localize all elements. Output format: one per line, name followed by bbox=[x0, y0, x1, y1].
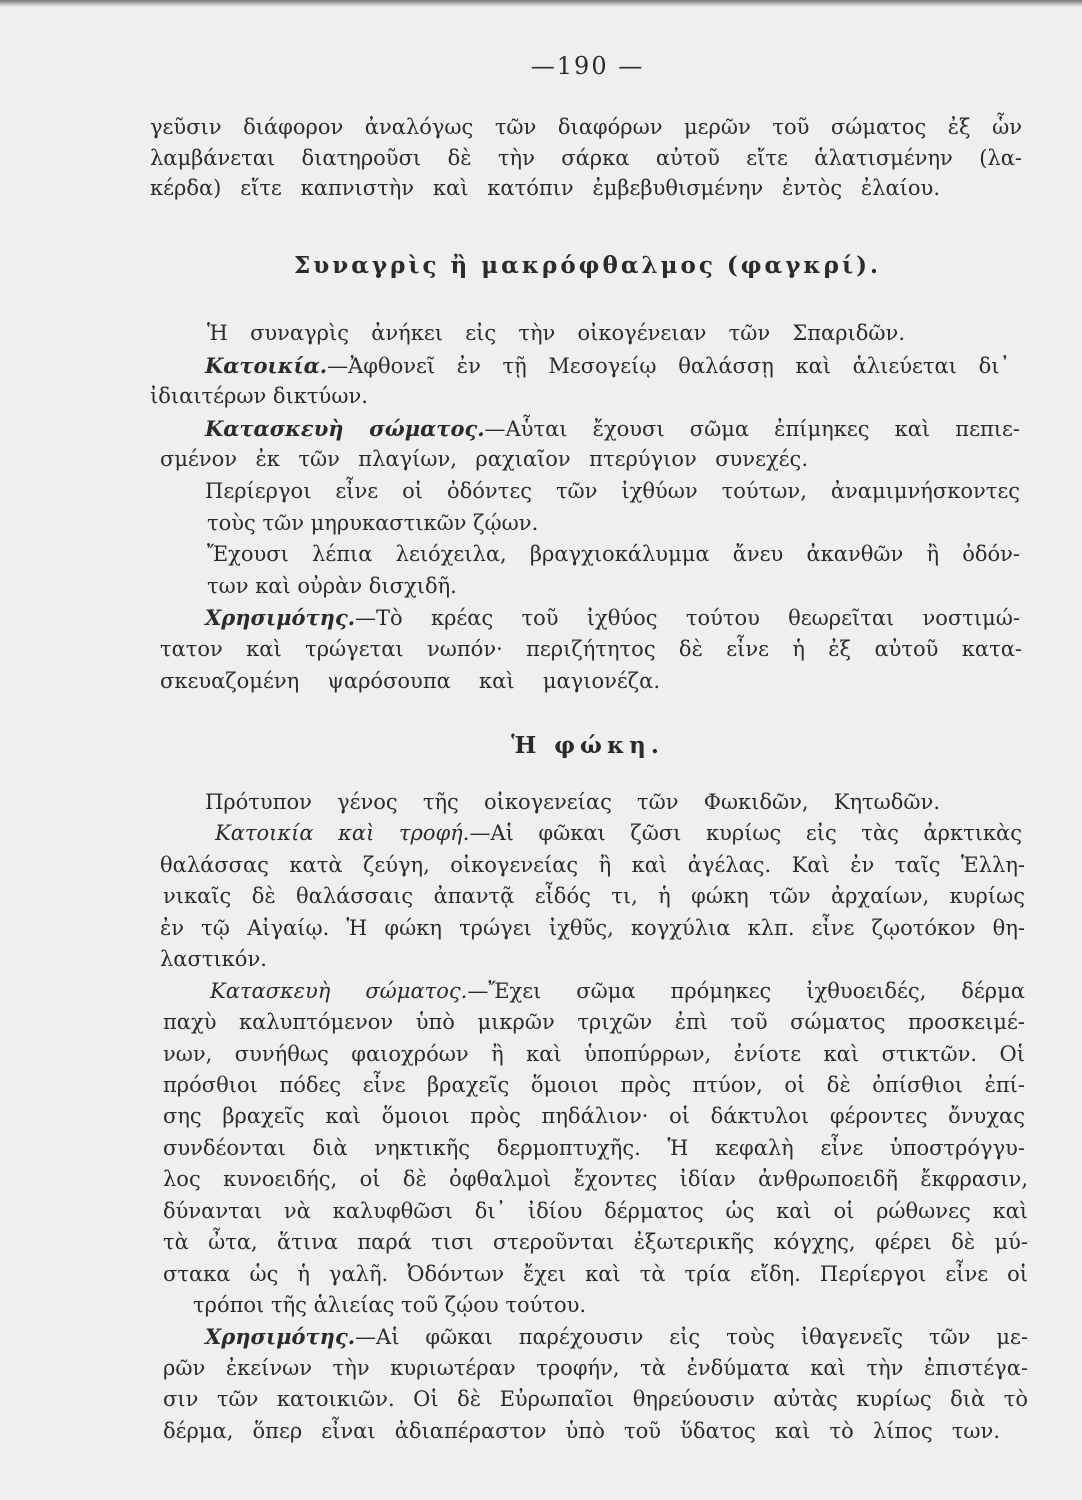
line-text: —Αἱ φῶκαι παρέχουσιν εἰς τοὺς ἰθαγενεῖς τῶν με- bbox=[355, 1325, 1028, 1350]
text-line bbox=[163, 1039, 1025, 1070]
line-text: σμένον ἐκ τῶν πλαγίων, ραχιαῖον πτερύγιον συνεχές. bbox=[160, 447, 808, 472]
run-in-heading: Χρησιμότης. bbox=[205, 1324, 356, 1350]
text-line bbox=[160, 944, 1082, 975]
text-line bbox=[163, 1227, 1028, 1258]
line-text: σης βραχεῖς καὶ ὅμοιοι πρὸς πηδάλιον· οἱ δάκτυλοι φέροντες ὄνυχας bbox=[163, 1104, 1025, 1129]
text-line bbox=[160, 444, 808, 476]
text-line bbox=[150, 173, 940, 204]
text-line bbox=[207, 508, 1082, 540]
line-text: —Τὸ κρέας τοῦ ἰχθύος τούτου θεωρεῖται νοστιμώ- bbox=[355, 606, 1020, 631]
line-text: στακα ὡς ἡ γαλῆ. Ὀδόντων ἔχει καὶ τὰ τρία εἴδη. Περίεργοι εἶνε οἱ bbox=[163, 1261, 1028, 1286]
section-synagris-body bbox=[0, 318, 1082, 697]
line-text: —Αἱ φῶκαι ζῶσι κυρίως εἰς τὰς ἀρκτικὰς bbox=[469, 821, 1023, 846]
section-title-foki: Ἡ φώκη. bbox=[511, 732, 664, 759]
text-line bbox=[210, 976, 1025, 1007]
line-text: πρόσθιοι πόδες εἶνε βραχεῖς ὅμοιοι πρὸς πτύον, οἱ δὲ ὀπίσθιοι ἐπί- bbox=[163, 1072, 1025, 1097]
text-line bbox=[193, 1290, 1082, 1321]
text-line bbox=[205, 602, 1020, 634]
text-line bbox=[207, 318, 905, 350]
text-line bbox=[163, 1259, 1028, 1290]
run-in-heading: Κατασκευὴ σώματος. bbox=[210, 978, 468, 1003]
section-title-synagris: Συναγρὶς ἢ μακρόφθαλμος (φαγκρί). bbox=[294, 252, 881, 279]
text-line bbox=[205, 1321, 1028, 1352]
line-text: Περίεργοι εἶνε οἱ ὀδόντες τῶν ἰχθύων τούτων, ἀναμιμνήσκοντες bbox=[205, 478, 1020, 503]
run-in-heading: Κατασκευὴ σώματος. bbox=[205, 415, 485, 441]
run-in-heading: Κατοικία. bbox=[205, 352, 328, 378]
text-line bbox=[205, 413, 1020, 445]
text-line bbox=[163, 1416, 1000, 1447]
page-number: —190 — bbox=[530, 52, 645, 80]
text-line bbox=[163, 881, 1025, 912]
line-text: γεῦσιν διάφορον ἀναλόγως τῶν διαφόρων μερῶν τοῦ σώματος ἐξ ὧν bbox=[150, 115, 1022, 139]
line-text: ρῶν ἐκείνων τὴν κυριωτέραν τροφήν, τὰ ἐνδύματα καὶ τὴν ἐπιστέγα- bbox=[163, 1355, 1028, 1380]
line-text: Πρότυπον γένος τῆς οἰκογενείας τῶν Φωκιδῶν, Κητωδῶν. bbox=[205, 790, 940, 814]
line-text: τατον καὶ τρώγεται νωπόν· περιζήτητος δὲ εἶνε ἡ ἐξ αὐτοῦ κατα- bbox=[160, 636, 1022, 661]
text-line bbox=[163, 1007, 1025, 1038]
line-text: —Αὗται ἔχουσι σῶμα ἐπίμηκες καὶ πεπιε- bbox=[484, 416, 1020, 441]
text-line bbox=[160, 913, 1025, 944]
line-text: —Ἔχει σῶμα πρόμηκες ἰχθυοειδές, δέρμα bbox=[467, 978, 1025, 1003]
line-text: παχὺ καλυπτόμενον ὑπὸ μικρῶν τριχῶν ἐπὶ τοῦ σώματος προσκειμέ- bbox=[163, 1010, 1025, 1035]
text-line bbox=[150, 112, 1022, 143]
text-line bbox=[160, 634, 1022, 666]
line-text: Ἡ συναγρὶς ἀνήκει εἰς τὴν οἰκογένειαν τῶν Σπαριδῶν. bbox=[207, 321, 905, 345]
line-text: συνδέονται διὰ νηκτικῆς δερμοπτυχῆς. Ἡ κεφαλὴ εἶνε ὑποστρόγγυ- bbox=[163, 1135, 1025, 1160]
text-line bbox=[163, 1101, 1025, 1132]
text-line bbox=[215, 818, 1022, 849]
line-text: λος κυνοειδής, οἱ δὲ ὀφθαλμοὶ ἔχοντες ἰδίαν ἀνθρωποειδῆ ἔκφρασιν, bbox=[163, 1167, 1028, 1192]
text-line bbox=[163, 1164, 1028, 1195]
line-text: θαλάσσας κατὰ ζεύγη, οἰκογενείας ἢ καὶ ἀγέλας. Καὶ ἐν ταῖς Ἑλλη- bbox=[160, 852, 1025, 877]
line-text: των καὶ οὐρὰν δισχιδῆ. bbox=[207, 573, 457, 598]
text-line bbox=[160, 850, 1025, 881]
line-text: δύνανται νὰ καλυφθῶσι δι᾽ ἰδίου δέρματος ὡς καὶ οἱ ρώθωνες καὶ bbox=[163, 1198, 1028, 1223]
line-text: σκευαζομένη ψαρόσουπα καὶ μαγιονέζα. bbox=[160, 668, 660, 693]
text-line bbox=[205, 476, 1020, 508]
line-text: δέρμα, ὅπερ εἶναι ἀδιαπέραστον ὑπὸ τοῦ ὕδατος καὶ τὸ λίπος των. bbox=[163, 1418, 1000, 1443]
line-text: ἐν τῷ Αἰγαίῳ. Ἡ φώκη τρώγει ἰχθῦς, κογχύλια κλπ. εἶνε ζῳοτόκον θη- bbox=[160, 915, 1025, 940]
text-line bbox=[163, 1070, 1025, 1101]
text-line bbox=[160, 666, 660, 698]
text-line bbox=[207, 539, 1020, 571]
text-line bbox=[205, 787, 940, 818]
line-text: νων, συνήθως φαιοχρόων ἢ καὶ ὑποπύρρων, ἐνίοτε καὶ στικτῶν. Οἱ bbox=[163, 1041, 1025, 1066]
text-line bbox=[163, 1353, 1028, 1384]
line-text: ἰδιαιτέρων δικτύων. bbox=[150, 384, 368, 409]
line-text: λαστικόν. bbox=[160, 947, 267, 972]
text-line bbox=[163, 1384, 1028, 1415]
section-foki-body bbox=[0, 787, 1082, 1447]
line-text: νικαῖς δὲ θαλάσσαις ἀπαντᾷ εἶδός τι, ἡ φώκη τῶν ἀρχαίων, κυρίως bbox=[163, 884, 1025, 909]
text-line bbox=[205, 350, 1010, 382]
text-line bbox=[163, 1133, 1025, 1164]
scan-top-edge bbox=[0, 0, 1082, 7]
line-text: —Ἀφθονεῖ ἐν τῇ Μεσογείῳ θαλάσσῃ καὶ ἁλιεύεται δι᾽ bbox=[327, 353, 1010, 378]
line-text: τὰ ὦτα, ἅτινα παρά τισι στεροῦνται ἐξωτερικῆς κόγχης, φέρει δὲ μύ- bbox=[163, 1230, 1028, 1255]
run-in-heading: Χρησιμότης. bbox=[205, 605, 356, 631]
text-line bbox=[163, 1196, 1028, 1227]
run-in-heading: Κατοικία καὶ τροφή. bbox=[215, 821, 470, 846]
text-line bbox=[150, 143, 1022, 174]
line-text: τοὺς τῶν μηρυκαστικῶν ζῴων. bbox=[207, 510, 539, 535]
line-text: κέρδα) εἴτε καπνιστὴν καὶ κατόπιν ἐμβεβυθισμένην ἐντὸς ἐλαίου. bbox=[150, 176, 940, 200]
text-line bbox=[207, 571, 1082, 603]
line-text: τρόποι τῆς ἁλιείας τοῦ ζῴου τούτου. bbox=[193, 1293, 587, 1317]
text-line bbox=[150, 381, 1082, 413]
line-text: λαμβάνεται διατηροῦσι δὲ τὴν σάρκα αὐτοῦ εἴτε ἁλατισμένην (λα- bbox=[150, 145, 1022, 170]
line-text: Ἔχουσι λέπια λειόχειλα, βραγχιοκάλυμμα ἄνευ ἀκανθῶν ἢ ὀδόν- bbox=[207, 542, 1020, 567]
intro-paragraph bbox=[0, 112, 1082, 204]
line-text: σιν τῶν κατοικιῶν. Οἱ δὲ Εὐρωπαῖοι θηρεύουσιν αὐτὰς κυρίως διὰ τὸ bbox=[163, 1387, 1028, 1412]
